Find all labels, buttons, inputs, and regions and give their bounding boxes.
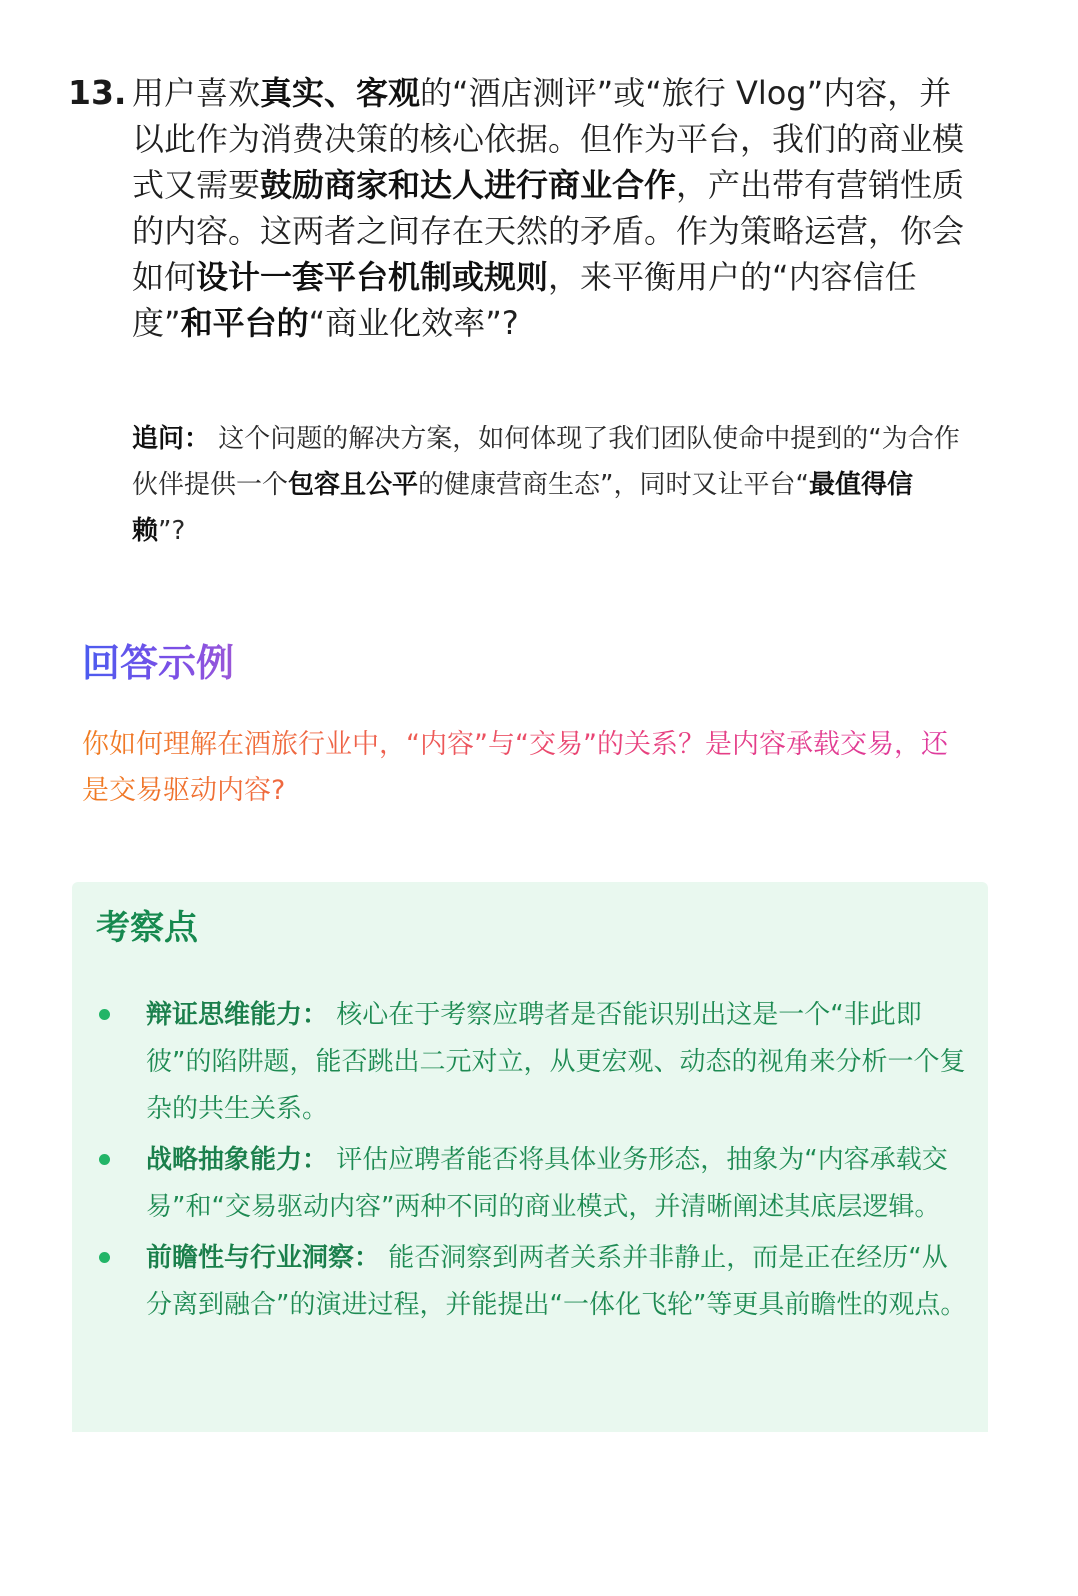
- question-segment: 用户喜欢: [132, 74, 261, 112]
- question-emphasis: 鼓励商家和达人进行商业合作: [260, 166, 677, 204]
- question-segment: “商业化效率”?: [308, 304, 519, 342]
- point-text: 核心在于考察应聘者是否能识别出这是一个“非此即彼”的陷阱题，能否跳出二元对立，从更宏观、动态的视角来分析一个复杂的共生关系。: [146, 1000, 966, 1124]
- bullet-dot-icon: [99, 1009, 110, 1020]
- followup-segment: 这个问题的解决方案，如何体现了我们团队使命中提到的“为合作伙伴提供一个: [132, 424, 960, 500]
- point-label: 战略抽象能力：: [146, 1145, 329, 1175]
- question-segment: ，来平衡用户的“内容信任度”: [132, 258, 917, 342]
- question-segment: ，产出带有营销性质的内容。这两者之间存在天然的矛盾。作为策略运营，你会如何: [132, 166, 965, 296]
- followup-label: 追问：: [132, 424, 211, 454]
- assessment-point: [72, 1137, 972, 1231]
- point-label: 辩证思维能力：: [146, 1000, 329, 1030]
- question-text: [132, 70, 968, 346]
- question-number: 13.: [68, 73, 127, 112]
- assessment-title: 考察点: [96, 908, 198, 948]
- followup-segment: ”?: [158, 516, 186, 546]
- assessment-list: [72, 992, 972, 1333]
- question-emphasis: 设计一套平台机制或规则: [196, 258, 549, 296]
- assessment-point: [72, 992, 972, 1133]
- followup-segment: 的健康营商生态”，同时又让平台“: [418, 470, 809, 500]
- point-label: 前瞻性与行业洞察：: [146, 1243, 381, 1273]
- question-segment: 的“酒店测评”或“旅行 Vlog”内容，并以此作为消费决策的核心依据。但作为平台，我们的商业模式又需要: [132, 74, 965, 204]
- followup-emphasis: 包容且公平: [288, 470, 419, 500]
- assessment-card: [72, 882, 988, 1432]
- question-emphasis: 真实、客观: [260, 74, 421, 112]
- point-text: 能否洞察到两者关系并非静止，而是正在经历“从分离到融合”的演进过程，并能提出“一体化飞轮”等更具前瞻性的观点。: [146, 1243, 967, 1320]
- answer-title: 回答示例: [82, 636, 234, 690]
- question-block: [68, 70, 968, 346]
- point-text: 评估应聘者能否将具体业务形态，抽象为“内容承载交易”和“交易驱动内容”两种不同的商业模式，并清晰阐述其底层逻辑。: [146, 1145, 948, 1222]
- assessment-point: [72, 1235, 972, 1329]
- sub-question: 你如何理解在酒旅行业中，“内容”与“交易”的关系？是内容承载交易，还是交易驱动内容?: [82, 722, 962, 814]
- followup-emphasis: 最值得信赖: [132, 470, 913, 546]
- bullet-dot-icon: [99, 1252, 110, 1263]
- bullet-dot-icon: [99, 1154, 110, 1165]
- followup-question: [132, 416, 962, 554]
- question-emphasis: 和平台的: [180, 304, 309, 342]
